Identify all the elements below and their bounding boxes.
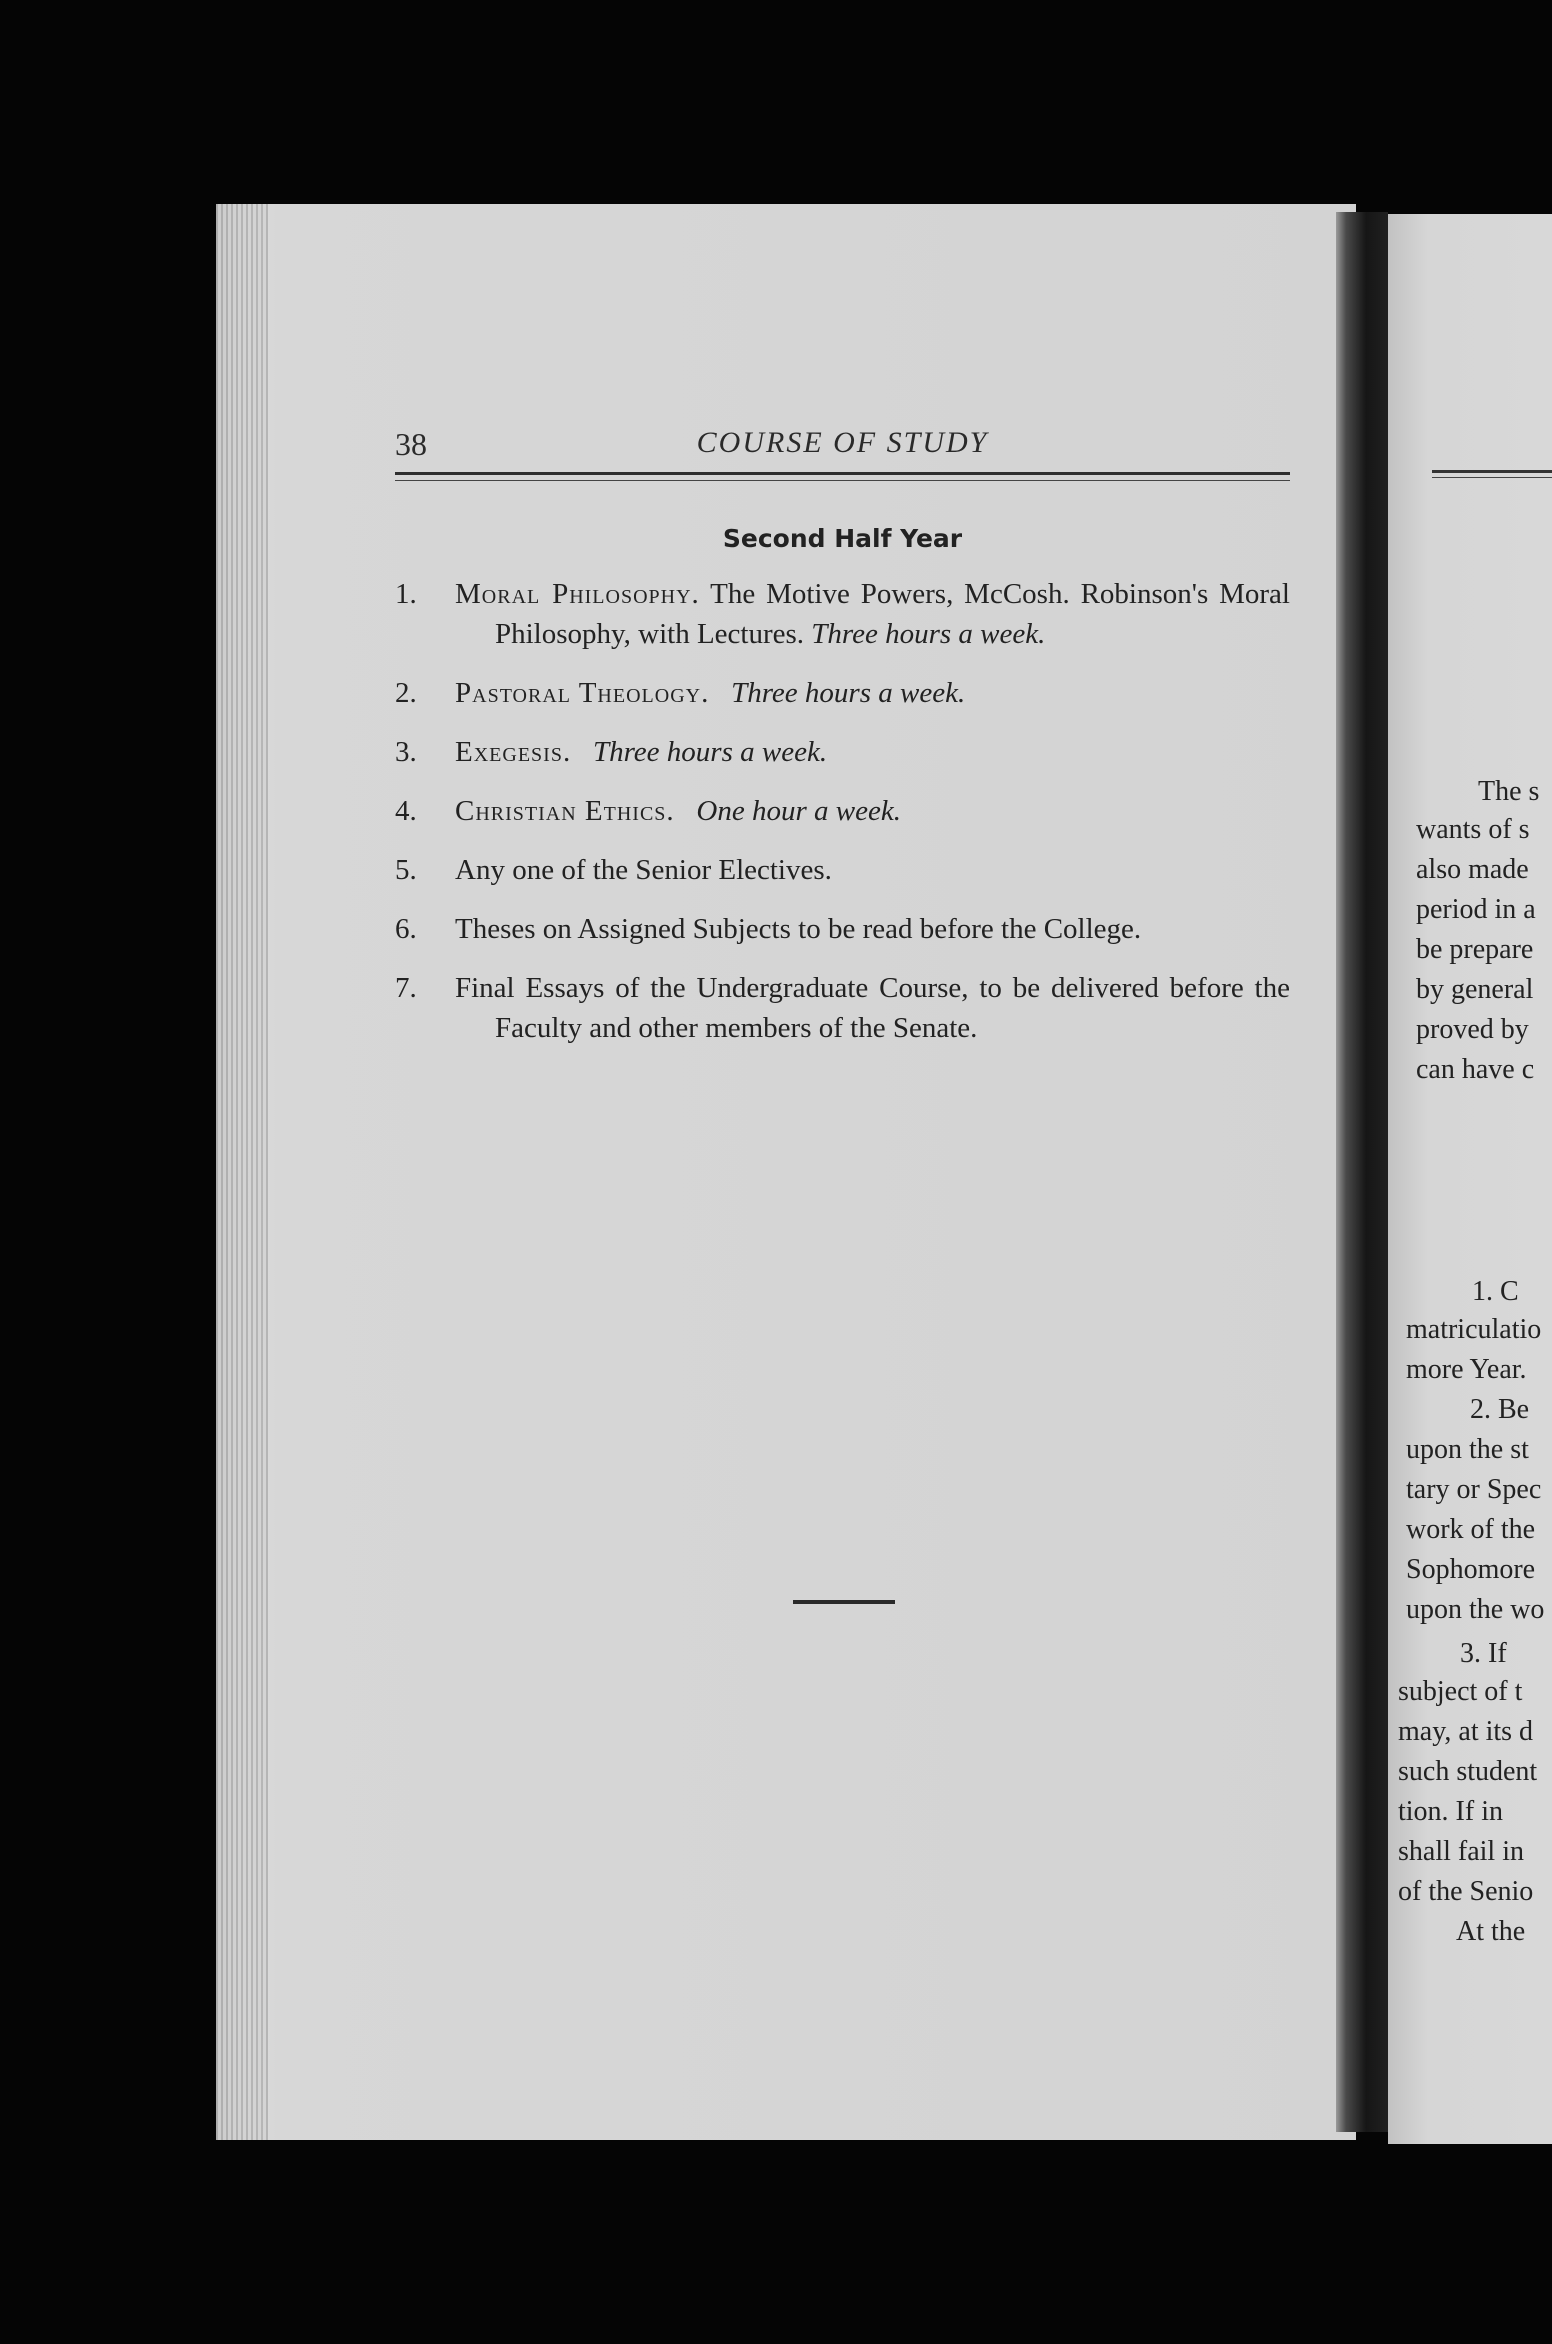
course-list xyxy=(395,574,1290,1067)
item-text: The Motive Powers, McCosh. Robinson's Moral Philosophy, with Lectures. xyxy=(495,578,1290,650)
item-number: 5. xyxy=(395,854,417,886)
book-gutter xyxy=(1336,212,1388,2132)
facing-header-rule xyxy=(1432,470,1552,473)
facing-line: may, at its d xyxy=(1398,1716,1534,1747)
page-header xyxy=(395,420,1290,470)
item-number: 3. xyxy=(395,736,417,768)
facing-line: upon the st xyxy=(1406,1434,1529,1465)
facing-page xyxy=(1388,214,1552,2144)
facing-line: tary or Spec xyxy=(1406,1474,1542,1505)
list-item xyxy=(395,968,1290,1048)
facing-line: of the Senio xyxy=(1398,1876,1534,1907)
item-text: Any one of the Senior Electives. xyxy=(455,854,832,886)
facing-line: proved by xyxy=(1416,1014,1529,1045)
page-number: 38 xyxy=(395,426,427,462)
facing-line: work of the xyxy=(1406,1514,1536,1545)
facing-line: 1. C xyxy=(1472,1276,1519,1307)
item-title: Moral Philosophy. xyxy=(455,578,700,610)
facing-header-rule-thin xyxy=(1432,477,1552,478)
list-item xyxy=(395,850,1290,890)
facing-line: tion. If in xyxy=(1398,1796,1503,1827)
facing-line: 2. Be xyxy=(1470,1394,1530,1425)
item-hours: Three hours a week. xyxy=(811,618,1046,650)
item-text: Final Essays of the Undergraduate Course, to be delivered before the Faculty and other members of the Senate. xyxy=(455,972,1290,1044)
list-item xyxy=(395,574,1290,654)
page-edge xyxy=(216,204,268,2140)
facing-line: more Year. xyxy=(1406,1354,1527,1385)
facing-line: shall fail in xyxy=(1398,1836,1524,1867)
item-number: 2. xyxy=(395,677,417,709)
section-end-rule xyxy=(793,1600,895,1604)
facing-line: 3. If xyxy=(1460,1638,1507,1669)
facing-line: At the xyxy=(1456,1916,1526,1947)
facing-line: by general xyxy=(1416,974,1534,1005)
facing-line: Sophomore xyxy=(1406,1554,1536,1585)
item-hours: Three hours a week. xyxy=(731,677,966,709)
facing-line: period in a xyxy=(1416,894,1536,925)
header-rule-thin xyxy=(395,480,1290,481)
facing-line: can have c xyxy=(1416,1054,1535,1085)
facing-line: such student xyxy=(1398,1756,1538,1787)
facing-line: wants of s xyxy=(1416,814,1530,845)
item-number: 7. xyxy=(395,972,417,1004)
item-number: 1. xyxy=(395,578,417,610)
facing-line: be prepare xyxy=(1416,934,1534,965)
item-number: 4. xyxy=(395,795,417,827)
list-item xyxy=(395,791,1290,831)
facing-line: subject of t xyxy=(1398,1676,1523,1707)
item-title: Pastoral Theology. xyxy=(455,677,710,709)
item-text: Theses on Assigned Subjects to be read before the College. xyxy=(455,913,1142,945)
item-hours: Three hours a week. xyxy=(592,736,828,768)
facing-line: matriculatio xyxy=(1406,1314,1542,1345)
facing-line: The s xyxy=(1478,776,1540,807)
facing-line: upon the wo xyxy=(1406,1594,1545,1625)
item-hours: One hour a week. xyxy=(696,795,901,827)
list-item xyxy=(395,673,1290,713)
left-page xyxy=(216,204,1356,2140)
list-item xyxy=(395,909,1290,949)
item-number: 6. xyxy=(395,913,417,945)
list-item xyxy=(395,732,1290,772)
section-heading: Second Half Year xyxy=(722,524,963,553)
item-title: Exegesis. xyxy=(455,736,572,768)
facing-line: also made xyxy=(1416,854,1529,885)
running-title: COURSE OF STUDY xyxy=(696,426,989,459)
header-rule xyxy=(395,472,1290,475)
item-title: Christian Ethics. xyxy=(455,795,675,827)
